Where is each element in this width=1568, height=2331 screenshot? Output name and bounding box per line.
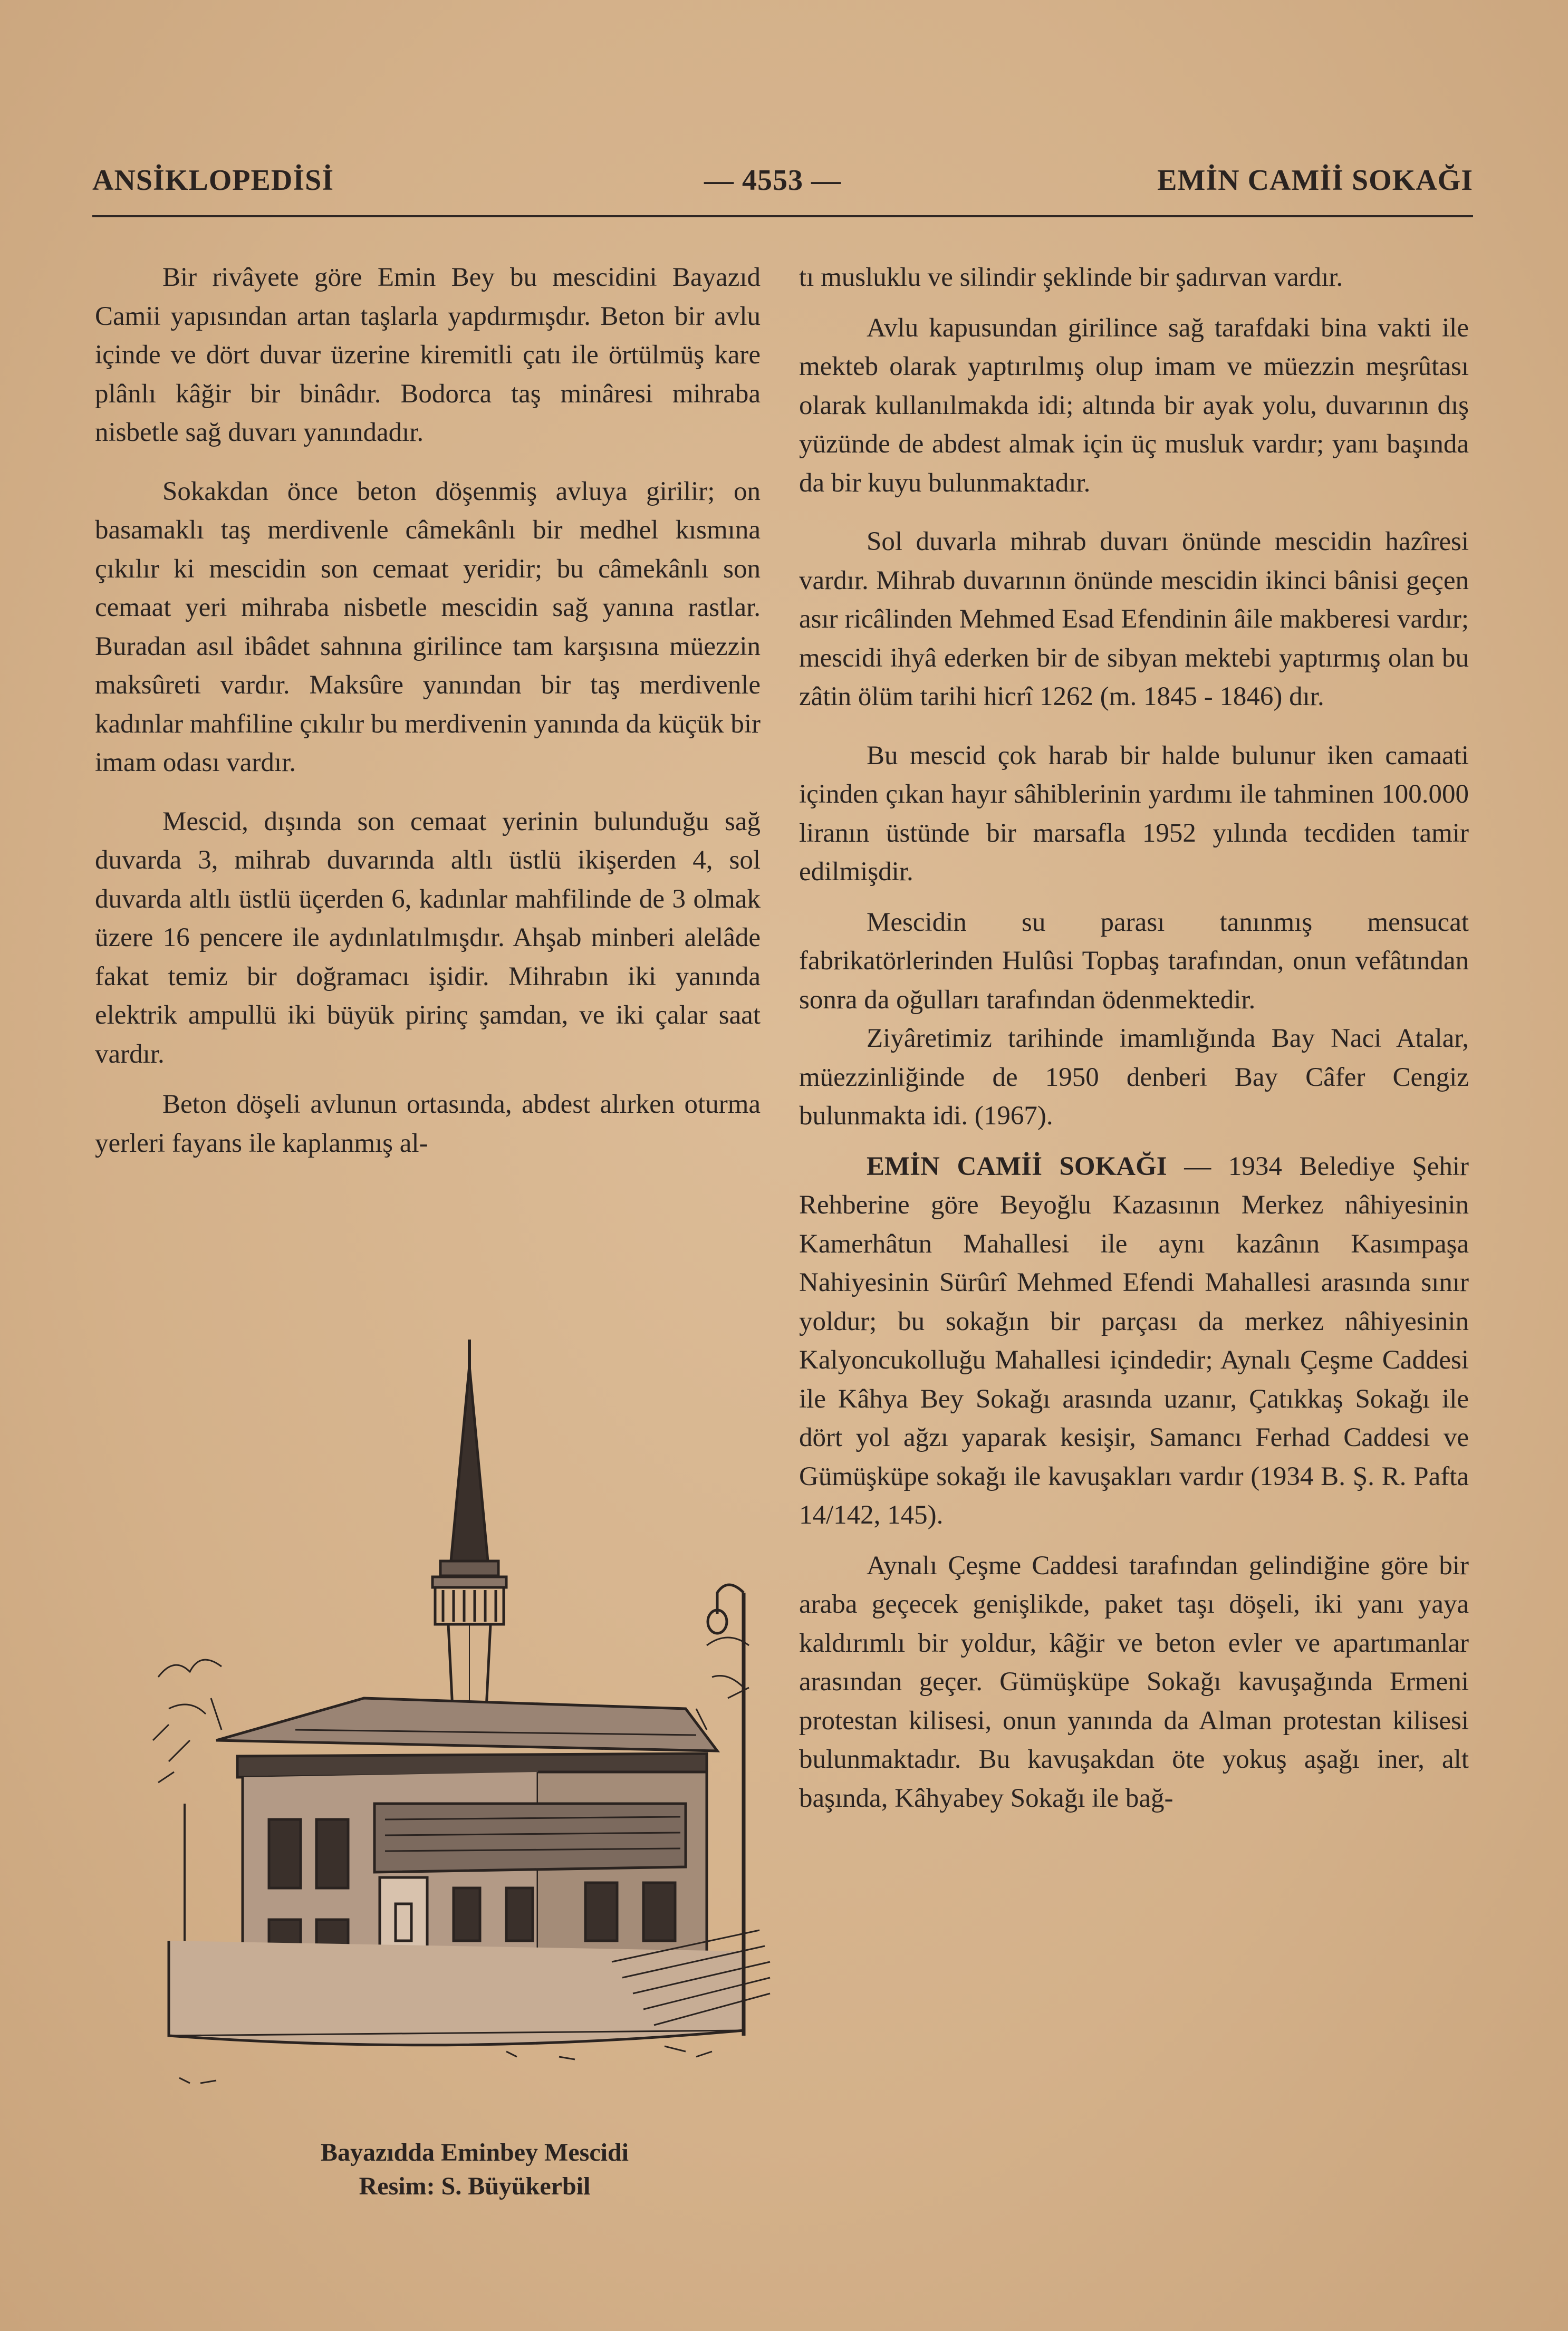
paragraph: Mescidin su parası tanınmış mensucat fabrikatörlerinden Hulûsi Topbaş tarafından, onun vefâtından sonra da oğulları tarafından ödenmektedir. [799, 907, 1469, 1015]
paragraph: Ziyâretimiz tarihinde imamlığında Bay Naci Atalar, müezzinliğinde de 1950 denberi Bay Câfer Cengiz bulunmakta idi. (1967). [799, 1024, 1469, 1131]
caption-title: Bayazıdda Eminbey Mescidi [320, 2139, 629, 2166]
caption-credit: Resim: S. Büyükerbil [359, 2172, 591, 2200]
page-number: — 4553 — [704, 164, 841, 197]
left-column [95, 258, 761, 1163]
paragraph: Beton döşeli avlunun ortasında, abdest alırken oturma yerleri fayans ile kaplanmış al- [95, 1090, 761, 1158]
paragraph: Sol duvarla mihrab duvarı önünde mescidin hazîresi vardır. Mihrab duvarının önünde mescidin ikinci bânisi geçen asır ricâlinden Mehmed Esad Efendinin âile makberesi vardır; mescidi ihyâ ederken bir de sibyan mektebi yaptırmış olan bu zâtin ölüm tarihi hicrî 1262 (m. 1845 - 1846) dır. [799, 527, 1469, 711]
header-right: EMİN CAMİİ SOKAĞI [1157, 164, 1473, 197]
running-header [92, 158, 1473, 206]
header-rule [92, 215, 1473, 217]
paragraph: Bu mescid çok harab bir halde bulunur iken camaati içinden çıkan hayır sâhiblerinin yardımı ile tahminen 100.000 liranın üstünde bir marsafla 1952 yılında tecdiden tamir edilmişdir. [799, 740, 1469, 887]
paragraph: Mescid, dışında son cemaat yerinin bulunduğu sağ duvarda 3, mihrab duvarında altlı üstlü ikişerden 4, sol duvarda altlı üstlü üçerden 6, kadınlar mahfilinde de 3 olmak üzere 16 pencere ile aydınlatılmışdır. Ahşab minberi alelâde fakat temiz bir doğramacı işidir. Mihrabın iki yanında elektrik ampullü iki büyük pirinç şamdan, ve iki çalar saat vardır. [95, 806, 761, 1069]
paragraph: Sokakdan önce beton döşenmiş avluya girilir; on basamaklı taş merdivenle câmekânlı bir medhel kısmına çıkılır ki mescidin son cemaat yeridir; bu câmekânlı son cemaat yeri mihraba nisbetle mescidin sağ yanına rastlar. Buradan asıl ibâdet sahnına girilince tam karşısına müezzin maksûreti vardır. Maksûre yanından bir taş merdivenle kadınlar mahfiline çıkılır bu merdivenin yanında da küçük bir imam odası vardır. [95, 476, 761, 777]
entry-headword: EMİN CAMİİ SOKAĞI [867, 1151, 1167, 1181]
paragraph: Avlu kapusundan girilince sağ tarafdaki bina vakti ile mekteb olarak yaptırılmış olup imam ve müezzin meşrûtası olarak kullanılmakda idi; altında bir ayak yolu, duvarının dış yüzünde de abdest almak için üç musluk vardır; yanı başında da bir kuyu bulunmaktadır. [799, 313, 1469, 498]
header-left: ANSİKLOPEDİSİ [92, 164, 334, 197]
entry-text: — 1934 Belediye Şehir Rehberine göre Beyoğlu Kazasının Merkez nâhiyesinin Kamerhâtun Mahallesi ile aynı kazânın Kasımpaşa Nahiyesinin Sürûrî Mehmed Efendi Mahallesi arasında sınır yoldur; bu sokağın bir parçası da merkez nâhiyesinin Kalyoncukolluğu Mahallesi içindedir; Aynalı Çeşme Caddesi ile Kâhya Bey Sokağı arasında uzanır, Çatıkkaş Sokağı ile dört yol ağzı yaparak kesişir, Samancı Ferhad Caddesi ve Gümüşküpe sokağı ile kavuşakları vardır (1934 B. Ş. R. Pafta 14/142, 145). [799, 1151, 1469, 1530]
paragraph: tı musluklu ve silindir şeklinde bir şadırvan vardır. [799, 263, 1343, 292]
paragraph: Aynalı Çeşme Caddesi tarafından gelindiğine göre bir araba geçecek genişlikde, paket taşı döşeli, iki yanı yaya kaldırımlı bir yoldur, kâğir ve beton evler ve apartımanlar arasından geçer. Gümüşküpe Sokağı kavuşağında Ermeni protestan kilisesi, onun yanında da Alman protestan kilisesi bulunmaktadır. Bu kavuşakdan öte yokuş aşağı iner, alt başında, Kâhyabey Sokağı ile bağ- [799, 1550, 1469, 1813]
entry-paragraph [799, 1148, 1469, 1535]
figure-caption [211, 2136, 738, 2203]
mosque-illustration [137, 1329, 812, 2120]
paragraph: Bir rivâyete göre Emin Bey bu mescidini Bayazıd Camii yapısından artan taşlarla yapdırmışdır. Beton bir avlu içinde ve dört duvar üzerine kiremitli çatı ile örtülmüş kare plânlı kâğir bir binâdır. Bodorca taş minâresi mihraba nisbetle sağ duvarı yanındadır. [95, 263, 761, 447]
right-column [799, 258, 1469, 1818]
